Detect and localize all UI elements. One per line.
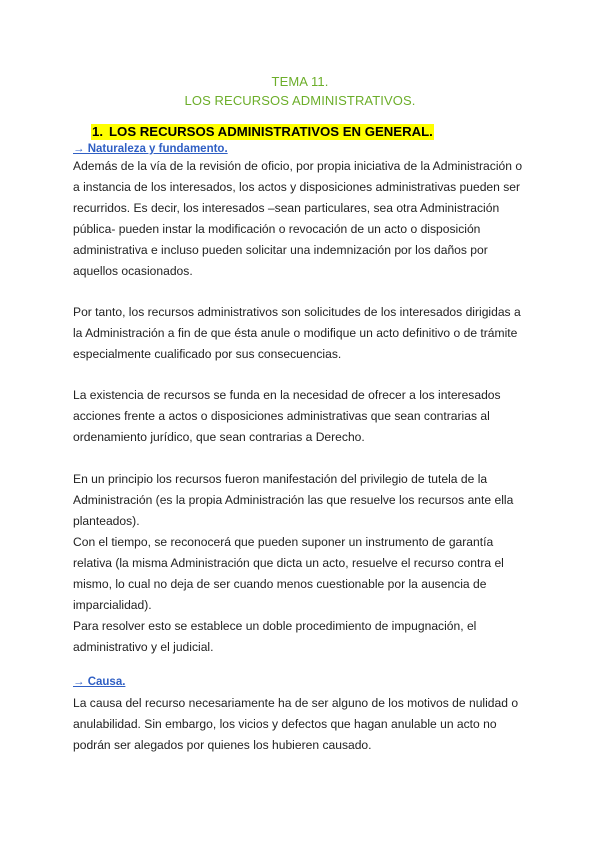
text-line: anulabilidad. Sin embargo, los vicios y defectos que hagan anulable un acto no	[73, 717, 497, 731]
paragraph	[73, 693, 533, 756]
text-line: relativa (la misma Administración que dicta un acto, resuelve el recurso contra el	[73, 556, 504, 570]
subsection-causa-link[interactable]: → Causa.	[73, 676, 126, 688]
text-line: Para resolver esto se establece un doble procedimiento de impugnación, el	[73, 619, 477, 633]
text-line: administrativa e incluso pueden solicitar una indemnización por los daños por	[73, 243, 488, 257]
section-heading-text: LOS RECURSOS ADMINISTRATIVOS EN GENERAL.	[109, 124, 433, 139]
text-line: mismo, lo cual no deja de ser cuando menos cuestionable por la ausencia de	[73, 577, 487, 591]
text-line: acciones frente a actos o disposiciones administrativas que sean contrarias al	[73, 409, 490, 423]
section-number: 1.	[92, 124, 103, 139]
paragraph	[73, 385, 533, 448]
text-line: recurridos. Es decir, los interesados –sean particulares, sea otra Administración	[73, 201, 500, 215]
text-line: planteados).	[73, 514, 140, 528]
text-line: ordenamiento jurídico, que sean contrarias a Derecho.	[73, 430, 365, 444]
text-line: administrativo y el judicial.	[73, 640, 214, 654]
text-line: a instancia de los interesados, los actos y disposiciones administrativas pueden ser	[73, 180, 521, 194]
section-heading	[91, 124, 434, 140]
subsection-naturaleza-link[interactable]: → Naturaleza y fundamento.	[73, 143, 228, 155]
paragraph	[73, 302, 533, 365]
text-line: Por tanto, los recursos administrativos son solicitudes de los interesados dirigidas a	[73, 305, 521, 319]
text-line: imparcialidad).	[73, 598, 152, 612]
text-line: especialmente cualificado por sus consecuencias.	[73, 347, 342, 361]
text-line: pública- pueden instar la modificación o revocación de un acto o disposición	[73, 222, 481, 236]
text-line: podrán ser alegados por quienes los hubieren causado.	[73, 738, 372, 752]
text-line: Con el tiempo, se reconocerá que pueden suponer un instrumento de garantía	[73, 535, 494, 549]
paragraph	[73, 469, 533, 658]
paragraph	[73, 156, 533, 282]
text-line: Además de la vía de la revisión de oficio, por propia iniciativa de la Administración o	[73, 159, 523, 173]
text-line: La existencia de recursos se funda en la necesidad de ofrecer a los interesados	[73, 388, 501, 402]
text-line: La causa del recurso necesariamente ha de ser alguno de los motivos de nulidad o	[73, 696, 519, 710]
text-line: Administración (es la propia Administración las que resuelve los recursos ante ella	[73, 493, 514, 507]
text-line: aquellos ocasionados.	[73, 264, 193, 278]
text-line: la Administración a fin de que ésta anule o modifique un acto definitivo o de trámite	[73, 326, 518, 340]
document-subtitle: LOS RECURSOS ADMINISTRATIVOS.	[184, 93, 416, 108]
text-line: En un principio los recursos fueron manifestación del privilegio de tutela de la	[73, 472, 488, 486]
document-title: TEMA 11.	[271, 74, 329, 89]
